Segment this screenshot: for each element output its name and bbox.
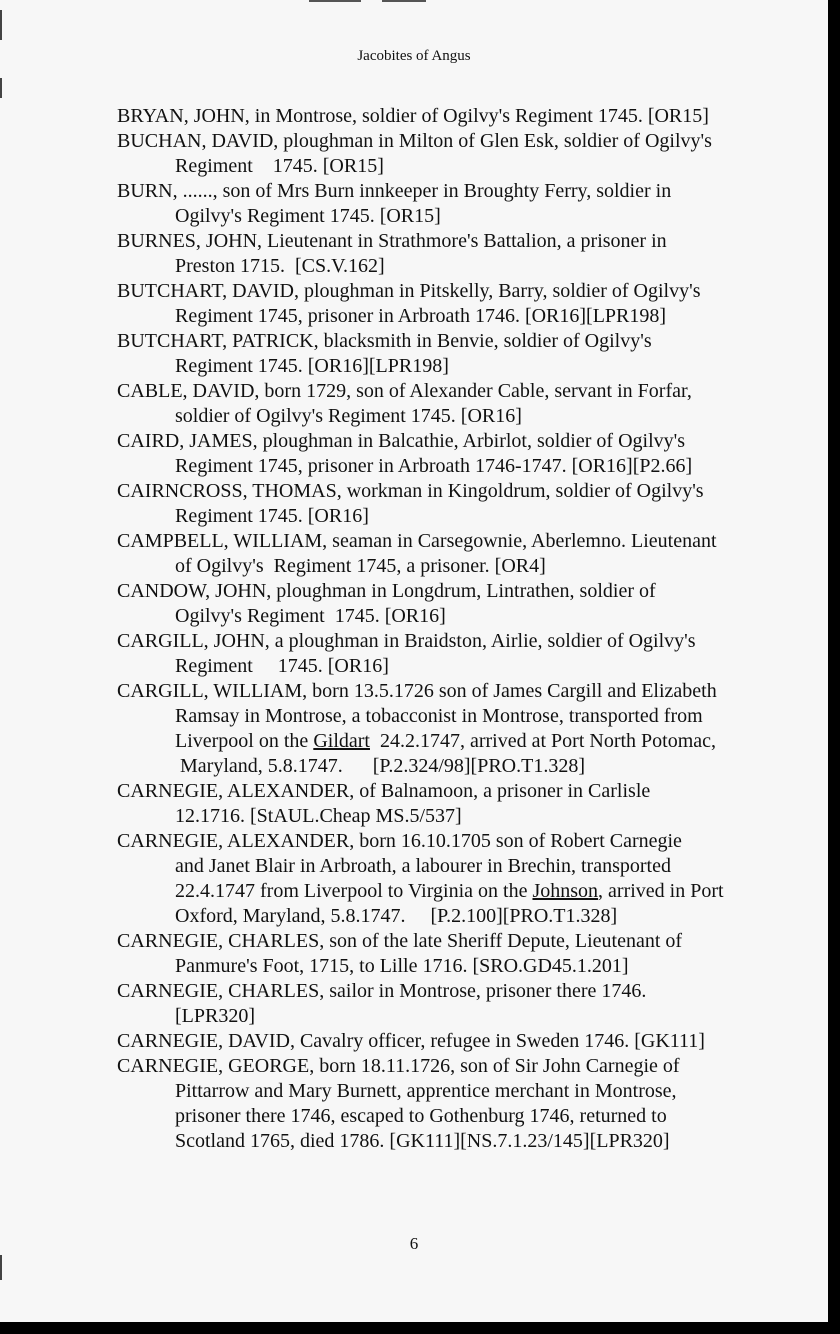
entry bbox=[117, 379, 817, 429]
scan-artifact bbox=[309, 0, 361, 2]
entry bbox=[117, 679, 817, 779]
entry-continuation-line: Ogilvy's Regiment 1745. [OR16] bbox=[175, 605, 446, 627]
entry bbox=[117, 529, 817, 579]
entry-continuation-line: 12.1716. [StAUL.Cheap MS.5/537] bbox=[175, 805, 462, 827]
entry-continuation-line: Regiment 1745. [OR16] bbox=[175, 655, 389, 677]
entry-continuation-line: and Janet Blair in Arbroath, a labourer in Brechin, transported bbox=[175, 855, 671, 877]
entry-first-line: CARNEGIE, CHARLES, sailor in Montrose, prisoner there 1746. bbox=[117, 980, 647, 1002]
entry-continuation-line: Liverpool on the Gildart 24.2.1747, arrived at Port North Potomac, bbox=[175, 730, 717, 752]
entry-first-line: CANDOW, JOHN, ploughman in Longdrum, Lintrathen, soldier of bbox=[117, 580, 656, 602]
entry-first-line: BUCHAN, DAVID, ploughman in Milton of Glen Esk, soldier of Ogilvy's bbox=[117, 130, 712, 152]
entry-first-line: CARNEGIE, ALEXANDER, of Balnamoon, a prisoner in Carlisle bbox=[117, 780, 651, 802]
entry bbox=[117, 229, 817, 279]
scan-artifact bbox=[382, 0, 426, 2]
entry-continuation-line: Ogilvy's Regiment 1745. [OR15] bbox=[175, 205, 441, 227]
entry-continuation-line: of Ogilvy's Regiment 1745, a prisoner. [OR4] bbox=[175, 555, 546, 577]
ship-name: Johnson bbox=[532, 880, 599, 902]
scan-border-bottom bbox=[0, 1322, 840, 1334]
entry-continuation-line: Regiment 1745. [OR16] bbox=[175, 505, 369, 527]
entry bbox=[117, 329, 817, 379]
entry-continuation-line: Oxford, Maryland, 5.8.1747. [P.2.100][PRO.T1.328] bbox=[175, 905, 618, 927]
entry bbox=[117, 129, 817, 179]
entry-continuation-line: Pittarrow and Mary Burnett, apprentice merchant in Montrose, bbox=[175, 1080, 677, 1102]
entry-first-line: BURNES, JOHN, Lieutenant in Strathmore's Battalion, a prisoner in bbox=[117, 230, 667, 252]
entry-continuation-line: [LPR320] bbox=[175, 1005, 255, 1027]
ship-name: Gildart bbox=[313, 730, 370, 752]
entry-continuation-line: Scotland 1765, died 1786. [GK111][NS.7.1.23/145][LPR320] bbox=[175, 1130, 670, 1152]
entry-first-line: CARNEGIE, GEORGE, born 18.11.1726, son of Sir John Carnegie of bbox=[117, 1055, 680, 1077]
entry-first-line: CARGILL, WILLIAM, born 13.5.1726 son of James Cargill and Elizabeth bbox=[117, 680, 717, 702]
entry-continuation-line: Regiment 1745. [OR16][LPR198] bbox=[175, 355, 449, 377]
entry-continuation-line: Panmure's Foot, 1715, to Lille 1716. [SRO.GD45.1.201] bbox=[175, 955, 629, 977]
entry bbox=[117, 279, 817, 329]
entry-list bbox=[117, 104, 817, 1154]
entry bbox=[117, 179, 817, 229]
entry-first-line: CAMPBELL, WILLIAM, seaman in Carsegownie, Aberlemno. Lieutenant bbox=[117, 530, 717, 552]
entry-first-line: BUTCHART, PATRICK, blacksmith in Benvie, soldier of Ogilvy's bbox=[117, 330, 652, 352]
entry bbox=[117, 629, 817, 679]
entry bbox=[117, 979, 817, 1029]
entry-continuation-line: Maryland, 5.8.1747. [P.2.324/98][PRO.T1.328] bbox=[175, 755, 585, 777]
page-number: 6 bbox=[409, 1234, 419, 1253]
entry-continuation-line: Regiment 1745, prisoner in Arbroath 1746. [OR16][LPR198] bbox=[175, 305, 667, 327]
entry bbox=[117, 1054, 817, 1154]
entry-continuation-line: Ramsay in Montrose, a tobacconist in Montrose, transported from bbox=[175, 705, 703, 727]
scan-border-right bbox=[828, 0, 840, 1334]
entry bbox=[117, 104, 817, 129]
entry-first-line: CAIRD, JAMES, ploughman in Balcathie, Arbirlot, soldier of Ogilvy's bbox=[117, 430, 686, 452]
entry-first-line: BUTCHART, DAVID, ploughman in Pitskelly, Barry, soldier of Ogilvy's bbox=[117, 280, 701, 302]
entry bbox=[117, 579, 817, 629]
entry bbox=[117, 429, 817, 479]
entry-continuation-line: Regiment 1745. [OR15] bbox=[175, 155, 384, 177]
scan-edge bbox=[0, 10, 2, 40]
entry bbox=[117, 1029, 817, 1054]
entry-first-line: BURN, ......, son of Mrs Burn innkeeper in Broughty Ferry, soldier in bbox=[117, 180, 672, 202]
entry-first-line: CARNEGIE, DAVID, Cavalry officer, refugee in Sweden 1746. [GK111] bbox=[117, 1030, 705, 1052]
entry-continuation-line: Preston 1715. [CS.V.162] bbox=[175, 255, 385, 277]
entry-continuation-line: 22.4.1747 from Liverpool to Virginia on the Johnson, arrived in Port bbox=[175, 880, 724, 902]
scan-edge bbox=[0, 1255, 2, 1280]
entry-first-line: CARNEGIE, CHARLES, son of the late Sheriff Depute, Lieutenant of bbox=[117, 930, 683, 952]
entry-first-line: CAIRNCROSS, THOMAS, workman in Kingoldrum, soldier of Ogilvy's bbox=[117, 480, 704, 502]
entry bbox=[117, 779, 817, 829]
entry-first-line: CARGILL, JOHN, a ploughman in Braidston, Airlie, soldier of Ogilvy's bbox=[117, 630, 696, 652]
entry-continuation-line: prisoner there 1746, escaped to Gothenburg 1746, returned to bbox=[175, 1105, 667, 1127]
running-title: Jacobites of Angus bbox=[357, 48, 471, 64]
entry bbox=[117, 829, 817, 929]
entry-first-line: CABLE, DAVID, born 1729, son of Alexander Cable, servant in Forfar, bbox=[117, 380, 692, 402]
entry-first-line: CARNEGIE, ALEXANDER, born 16.10.1705 son of Robert Carnegie bbox=[117, 830, 682, 852]
entry-continuation-line: Regiment 1745, prisoner in Arbroath 1746-1747. [OR16][P2.66] bbox=[175, 455, 693, 477]
entry bbox=[117, 479, 817, 529]
scan-edge bbox=[0, 78, 2, 98]
entry bbox=[117, 929, 817, 979]
entry-first-line: BRYAN, JOHN, in Montrose, soldier of Ogilvy's Regiment 1745. [OR15] bbox=[117, 105, 709, 127]
entry-continuation-line: soldier of Ogilvy's Regiment 1745. [OR16] bbox=[175, 405, 522, 427]
